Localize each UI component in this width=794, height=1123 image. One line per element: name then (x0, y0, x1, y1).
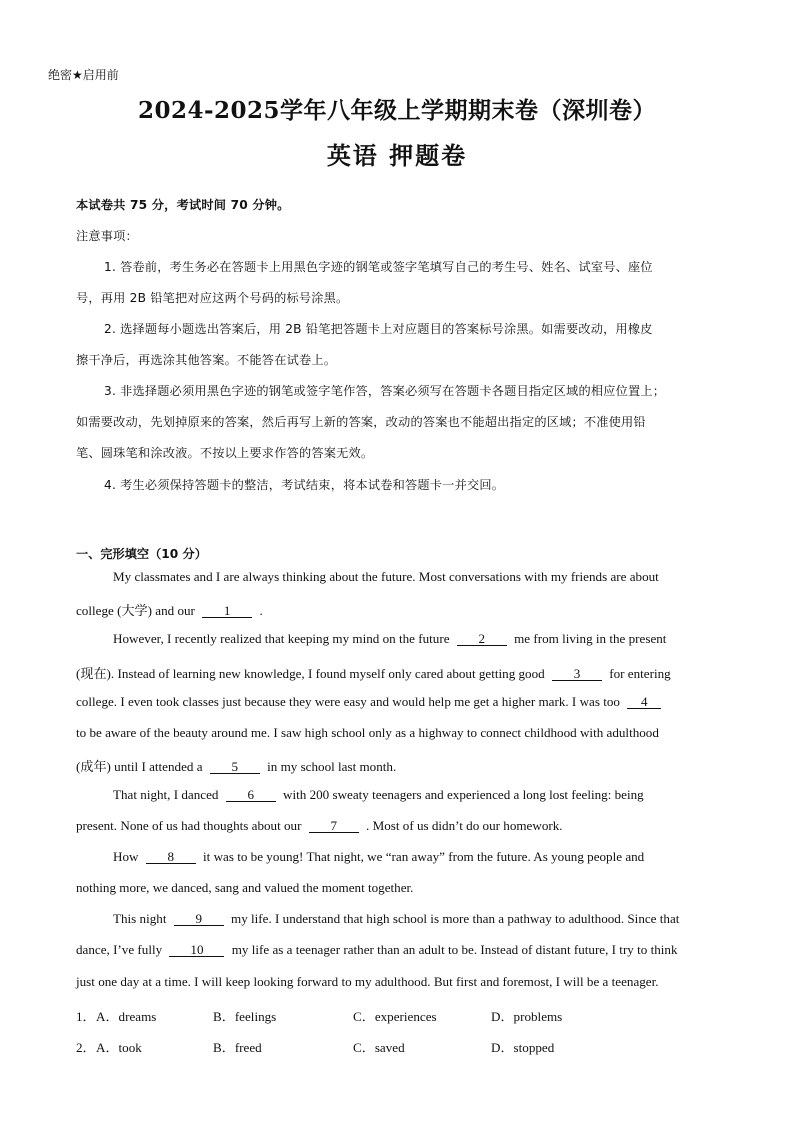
passage-line (76, 694, 665, 710)
passage-text: How (113, 849, 139, 864)
option-c[interactable]: C．saved (353, 1040, 405, 1055)
passage-text: (成年) until I attended a (76, 759, 203, 774)
notice-1-line-1: 1. 答卷前，考生务必在答题卡上用黑色字迹的钢笔或签字笔填写自己的考生号、姓名、试室号、座位 (104, 260, 653, 274)
blank-10[interactable]: 10 (169, 943, 224, 957)
passage-line (113, 911, 679, 927)
option-c[interactable]: C．experiences (353, 1009, 437, 1024)
passage-text: That night, I danced (113, 787, 219, 802)
passage-line (113, 849, 644, 865)
passage-text: present. None of us had thoughts about our (76, 818, 302, 833)
notice-3-line-2: 如需要改动，先划掉原来的答案，然后再写上新的答案，改动的答案也不能超出指定的区域；不准使用铅 (76, 415, 646, 429)
notice-4-line-1: 4. 考生必须保持答题卡的整洁，考试结束，将本试卷和答题卡一并交回。 (104, 478, 505, 492)
passage-line (76, 942, 678, 958)
passage-text: my life. I understand that high school is more than a pathway to adulthood. Since that (231, 911, 680, 926)
passage-text: college. I even took classes just because they were easy and would help me get a higher mark. I was too (76, 694, 620, 709)
passage-text: college (大学) and our (76, 603, 195, 618)
passage-text: . (259, 603, 263, 618)
passage-line: nothing more, we danced, sang and valued the moment together. (76, 880, 414, 895)
option-d[interactable]: D．stopped (491, 1040, 555, 1055)
passage-text: . Most of us didn’t do our homework. (366, 818, 563, 833)
passage-text: it was to be young! That night, we “ran away” from the future. As young people and (203, 849, 645, 864)
question-number: 2． (76, 1040, 96, 1055)
option-b[interactable]: B．freed (213, 1040, 262, 1055)
blank-2[interactable]: 2 (457, 632, 507, 646)
section-heading: 一、完形填空（10 分） (76, 547, 207, 561)
passage-text: for entering (609, 666, 671, 681)
passage-text: However, I recently realized that keeping my mind on the future (113, 631, 450, 646)
passage-text: my life as a teenager rather than an adult to be. Instead of distant future, I try to think (231, 942, 678, 957)
passage-line (76, 818, 563, 834)
passage-line: to be aware of the beauty around me. I saw high school only as a highway to connect childhood with adulthood (76, 725, 659, 740)
passage-line (76, 663, 671, 682)
blank-3[interactable]: 3 (552, 667, 602, 681)
notice-3-line-3: 笔、圆珠笔和涂改液。不按以上要求作答的答案无效。 (76, 446, 374, 460)
notice-3-line-1: 3. 非选择题必须用黑色字迹的钢笔或签字笔作答，答案必须写在答题卡各题目指定区域的相应位置上； (104, 384, 666, 398)
passage-text: in my school last month. (267, 759, 397, 774)
blank-5[interactable]: 5 (210, 760, 260, 774)
notice-2-line-1: 2. 选择题每小题选出答案后，用 2B 铅笔把答题卡上对应题目的答案标号涂黑。如需要改动，用橡皮 (104, 322, 653, 336)
blank-4[interactable]: 4 (627, 695, 661, 709)
option-b[interactable]: B．feelings (213, 1009, 277, 1024)
passage-text: dance, I’ve fully (76, 942, 163, 957)
passage-line: My classmates and I are always thinking about the future. Most conversations with my friends are about (113, 569, 659, 584)
passage-text: with 200 sweaty teenagers and experienced a long lost feeling: being (283, 787, 644, 802)
exam-subtitle: 英语 押题卷 (326, 141, 468, 170)
passage-text: This night (113, 911, 167, 926)
blank-1[interactable]: 1 (202, 604, 252, 618)
blank-6[interactable]: 6 (226, 788, 276, 802)
confidential-label: 绝密★启用前 (48, 68, 119, 82)
passage-text: (现在). Instead of learning new knowledge, I found myself only cared about getting good (76, 666, 545, 681)
notice-2-line-2: 擦干净后，再选涂其他答案。不能答在试卷上。 (76, 353, 337, 367)
option-a[interactable]: A．dreams (96, 1009, 157, 1024)
blank-8[interactable]: 8 (146, 850, 196, 864)
option-a[interactable]: A．took (96, 1040, 142, 1055)
notice-1-line-2: 号，再用 2B 铅笔把对应这两个号码的标号涂黑。 (76, 291, 349, 305)
exam-summary: 本试卷共 75 分，考试时间 70 分钟。 (76, 198, 290, 212)
passage-text: me from living in the present (514, 631, 667, 646)
option-d[interactable]: D．problems (491, 1009, 563, 1024)
passage-line: just one day at a time. I will keep looking forward to my adulthood. But first and foremost, I will be a teenager. (76, 974, 659, 989)
passage-line (113, 787, 644, 803)
passage-line (76, 756, 396, 775)
blank-9[interactable]: 9 (174, 912, 224, 926)
passage-line (113, 631, 666, 647)
blank-7[interactable]: 7 (309, 819, 359, 833)
question-number: 1． (76, 1009, 96, 1024)
notice-label: 注意事项： (76, 229, 138, 243)
exam-title: 2024-2025学年八年级上学期期末卷（深圳卷） (137, 97, 657, 124)
passage-line (76, 600, 263, 619)
